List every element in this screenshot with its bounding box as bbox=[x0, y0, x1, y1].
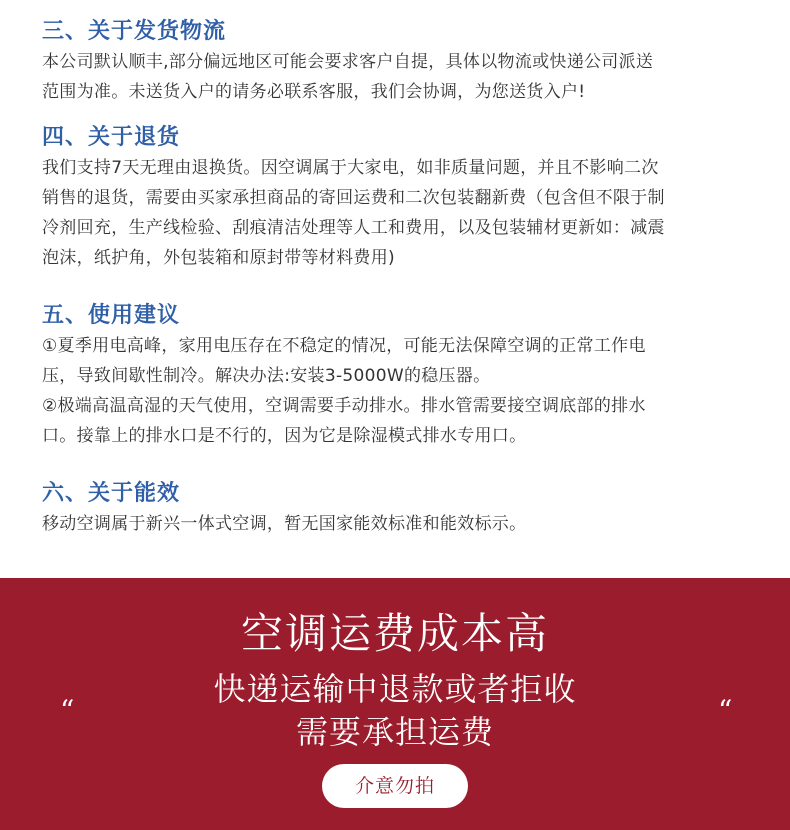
section-text-line: 销售的退货，需要由买家承担商品的寄回运费和二次包装翻新费（包含但不限于制 bbox=[42, 188, 665, 208]
section-shipping bbox=[42, 17, 653, 107]
banner-title: 空调运费成本高 bbox=[240, 609, 549, 658]
section-text-line: 我们支持7天无理由退换货。因空调属于大家电，如非质量问题，并且不影响二次 bbox=[42, 158, 659, 178]
section-heading-usage: 五、使用建议 bbox=[42, 303, 181, 328]
quote-mark-right: “ bbox=[718, 694, 733, 727]
section-text-line: 移动空调属于新兴一体式空调，暂无国家能效标准和能效标示。 bbox=[42, 514, 527, 534]
section-text-line: ①夏季用电高峰，家用电压存在不稳定的情况，可能无法保障空调的正常工作电 bbox=[42, 336, 646, 356]
banner-subtitle-line: 快递运输中退款或者拒收 bbox=[213, 670, 577, 708]
quote-mark-left: “ bbox=[60, 694, 75, 727]
section-heading-returns: 四、关于退货 bbox=[42, 125, 181, 150]
section-text-line: ②极端高温高湿的天气使用，空调需要手动排水。排水管需要接空调底部的排水 bbox=[42, 396, 646, 416]
section-text-line: 泡沫，纸护角，外包装箱和原封带等材料费用) bbox=[42, 248, 395, 268]
section-text-line: 本公司默认顺丰,部分偏远地区可能会要求客户自提，具体以物流或快递公司派送 bbox=[42, 52, 654, 72]
section-energy-efficiency bbox=[42, 479, 526, 539]
section-heading-energy: 六、关于能效 bbox=[42, 481, 181, 506]
section-usage-advice bbox=[42, 301, 646, 451]
notice-button[interactable]: 介意勿拍 bbox=[322, 764, 468, 808]
section-heading-shipping: 三、关于发货物流 bbox=[42, 19, 227, 44]
section-text-line: 口。接靠上的排水口是不行的，因为它是除湿模式排水专用口。 bbox=[42, 426, 527, 446]
section-returns bbox=[42, 123, 665, 273]
section-text-line: 冷剂回充，生产线检验、刮痕清洁处理等人工和费用，以及包装辅材更新如：减震 bbox=[42, 218, 665, 238]
banner-subtitle-line: 需要承担运费 bbox=[295, 713, 494, 751]
section-text-line: 压，导致间歇性制冷。解决办法:安装3-5000W的稳压器。 bbox=[42, 366, 491, 386]
shipping-cost-banner bbox=[0, 578, 790, 830]
section-text-line: 范围为准。未送货入户的请务必联系客服，我们会协调，为您送货入户! bbox=[42, 82, 586, 102]
